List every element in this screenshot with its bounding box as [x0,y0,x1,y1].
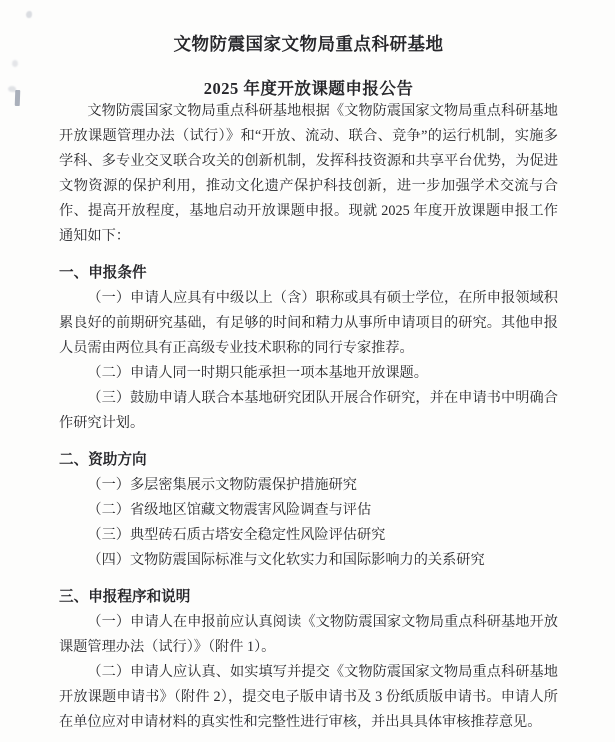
scan-artifact [26,11,32,18]
section-application-conditions [59,261,558,436]
intro-paragraph: 文物防震国家文物局重点科研基地根据《文物防震国家文物局重点科研基地开放课题管理办法（试行）》和“开放、流动、联合、竞争”的运行机制，实施多学科、多专业交叉联合攻关的创新机制，发挥科技资源和共享平台优势，为促进文物资源的保护利用，推动文化遗产保护科技创新，进一步加强学术交流与合作、提高开放程度，基地启动开放课题申报。现就 2025 年度开放课题申报工作通知如下： [59,103,558,244]
section-application-procedure [59,585,558,735]
section-heading: 一、申报条件 [59,265,147,281]
scan-artifact [8,86,16,92]
section-paragraph: （三）鼓励申请人联合本基地研究团队开展合作研究，并在申请书中明确合作研究计划。 [59,390,558,431]
section-paragraph: （二）申请人应认真、如实填写并提交《文物防震国家文物局重点科研基地开放课题申请书》（附件 2），提交电子版申请书及 3 份纸质版申请书。申请人所在单位应对申请材料的真实性和完整性进行审核，并出具具体审核推荐意见。 [59,664,558,730]
section-paragraph: （一）申请人应具有中级以上（含）职称或具有硕士学位，在所申报领域积累良好的前期研究基础，有足够的时间和精力从事所申请项目的研究。其他申报人员需由两位具有正高级专业技术职称的同行专家推荐。 [59,290,558,356]
section-paragraph: （二）申请人同一时期只能承担一项本基地开放课题。 [87,365,428,381]
scan-artifact [12,60,18,67]
section-paragraph: （二）省级地区馆藏文物震害风险调查与评估 [87,502,372,518]
section-paragraph: （一）申请人在申报前应认真阅读《文物防震国家文物局重点科研基地开放课题管理办法（试行）》（附件 1）。 [59,614,558,655]
section-funding-directions [59,448,558,573]
section-heading: 三、申报程序和说明 [59,589,191,605]
section-heading: 二、资助方向 [59,452,147,468]
section-paragraph: （三）典型砖石质古塔安全稳定性风险评估研究 [87,527,386,543]
scan-artifact [15,90,21,106]
section-paragraph: （一）多层密集展示文物防震保护措施研究 [87,477,357,493]
document-subtitle: 2025 年度开放课题申报公告 [203,79,414,98]
document-title: 文物防震国家文物局重点科研基地 [173,34,444,54]
section-paragraph: （四）文物防震国际标准与文化软实力和国际影响力的关系研究 [87,552,485,568]
